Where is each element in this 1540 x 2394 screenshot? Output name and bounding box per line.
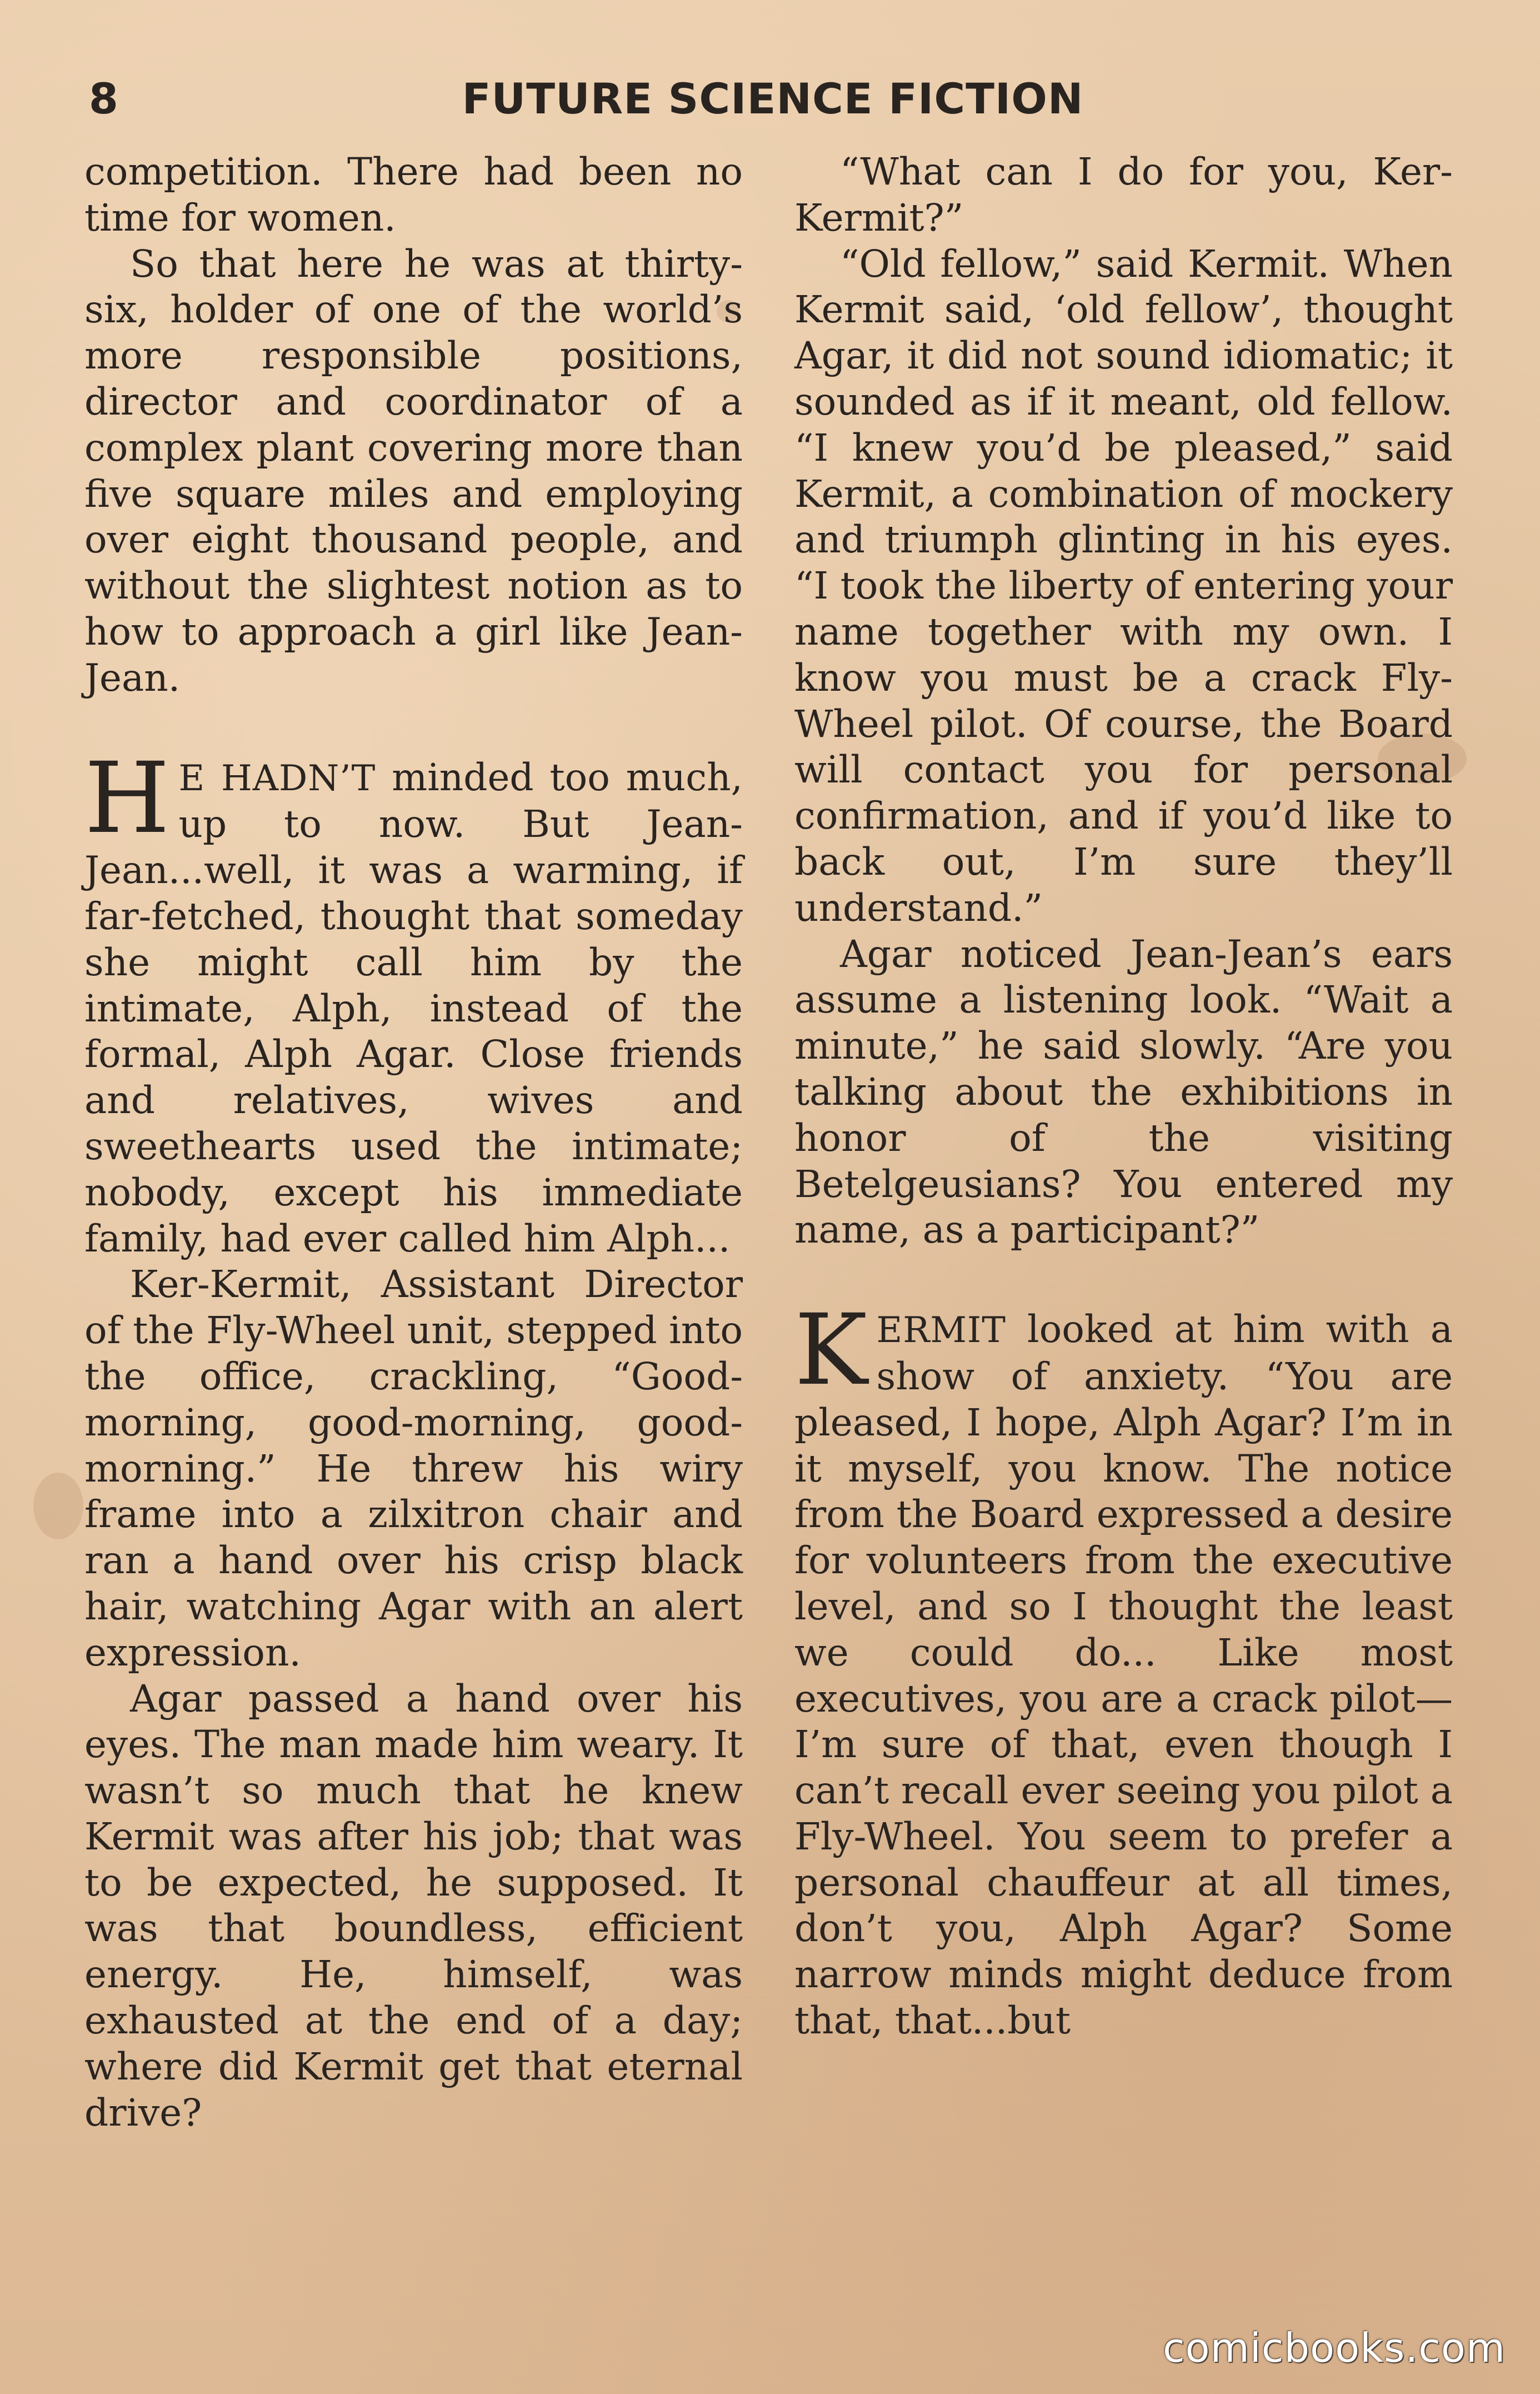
- left-paragraph-5: Agar passed a hand over his eyes. The man made him weary. It wasn’t so much that he knew Kermit was after his job; that was to be expected, he supposed. It was that boundless, efficient energy. He, himself, was exhausted at the end of a day; where did Kermit get that eternal drive?: [84, 1676, 743, 2134]
- running-header: [89, 71, 1457, 132]
- left-paragraph-1: competition. There had been no time for women.: [84, 149, 743, 240]
- section-break: [794, 1253, 1453, 1306]
- drop-cap-lead-text: ERMIT: [876, 1310, 1006, 1351]
- running-title: FUTURE SCIENCE FICTION: [462, 74, 1084, 123]
- drop-cap-k: K: [794, 1293, 868, 1408]
- right-paragraph-2: “Old fellow,” said Kermit. When Kermit said, ‘old fellow’, thought Agar, it did not sound idiomatic; it sounded as if it meant, old fellow. “I knew you’d be pleased,” said Kermit, a combination of mockery and triumph glinting in his eyes. “I took the liberty of entering your name together with my own. I know you must be a crack Fly-Wheel pilot. Of course, the Board will contact you for personal confirmation, and if you’d like to back out, I’m sure they’ll understand.”: [794, 241, 1453, 930]
- right-paragraph-4: [794, 1293, 1453, 2044]
- section-break: [84, 701, 743, 755]
- right-paragraph-1: “What can I do for you, Ker-Kermit?”: [794, 149, 1453, 240]
- page-number: 8: [89, 74, 118, 123]
- left-paragraph-2: So that here he was at thirty-six, holder of one of the world’s more responsible positions, director and coordinator of a complex plant covering more than five square miles and employing over eight thousand people, and without the slightest notion as to how to approach a girl like Jean-Jean.: [84, 241, 743, 700]
- right-column: [794, 149, 1453, 2044]
- drop-cap-lead-text: E HADN’T: [178, 757, 376, 799]
- left-paragraph-4: Ker-Kermit, Assistant Director of the Fly-Wheel unit, stepped into the office, crackling, “Good-morning, good-morning, good-morning.” He threw his wiry frame into a zilxitron chair and ran a hand over his crisp black hair, watching Agar with an alert expression.: [84, 1262, 743, 1674]
- paper-stain: [33, 1473, 83, 1539]
- drop-cap-h: H: [84, 741, 170, 855]
- right-paragraph-4-text: looked at him with a show of anxiety. “You are pleased, I hope, Alph Agar? I’m in it myself, you know. The notice from the Board expressed a desire for volunteers from the executive level, and so I thought the least we could do... Like most executives, you are a crack pilot— I’m sure of that, even though I can’t recall ever seeing you pilot a Fly-Wheel. You seem to prefer a personal chauffeur at all times, don’t you, Alph Agar? Some narrow minds might deduce from that, that...but: [794, 1307, 1453, 2043]
- right-paragraph-3: Agar noticed Jean-Jean’s ears assume a listening look. “Wait a minute,” he said slowly. “Are you talking about the exhibitions in honor of the visiting Betelgeusians? You entered my name, as a participant?”: [794, 931, 1453, 1252]
- watermark: comicbooks.com: [1162, 2325, 1506, 2371]
- left-paragraph-3: [84, 741, 743, 1262]
- left-paragraph-3-text: minded too much, up to now. But Jean-Jean...well, it was a warming, if far-fetched, thought that someday she might call him by the intimate, Alph, instead of the formal, Alph Agar. Close friends and relatives, wives and sweethearts used the intimate; nobody, except his immediate family, had ever called him Alph...: [84, 755, 743, 1260]
- left-column: [84, 149, 743, 2136]
